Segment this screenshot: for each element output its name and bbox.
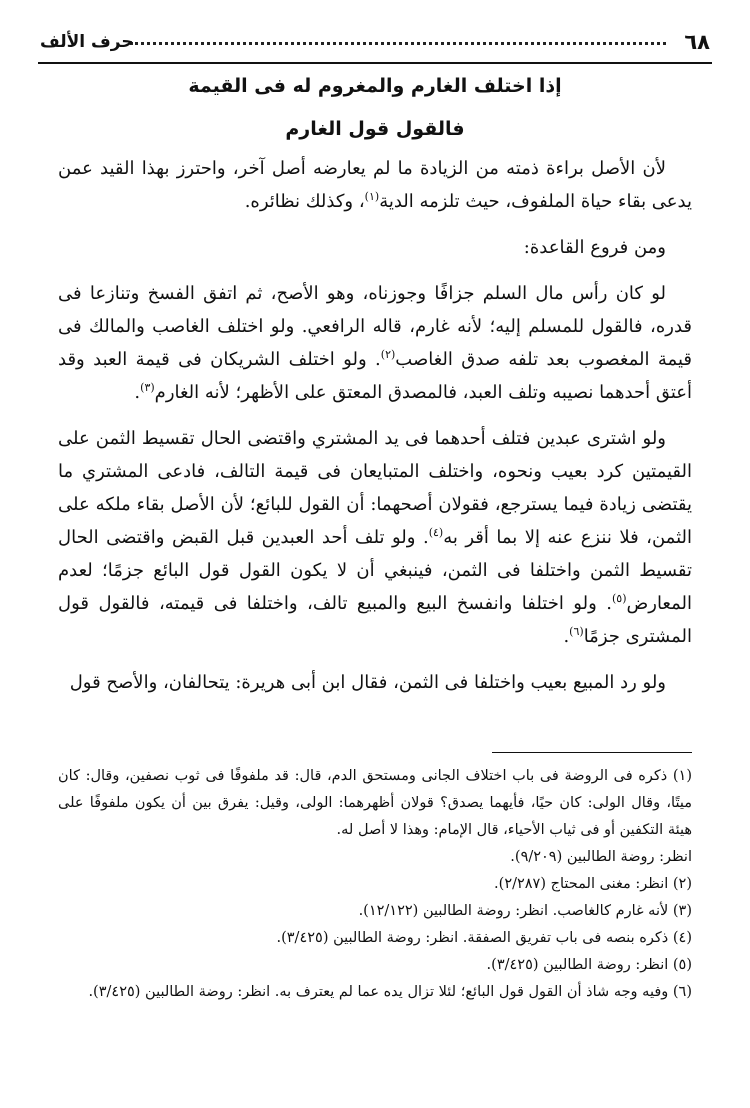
text-segment: ومن فروع القاعدة: (523, 237, 666, 258)
text-segment: . ولو تلف أحد العبدين قبل القبض واقتضى الحال تقسيط الثمن واختلفا فى الثمن، فينبغي أن لا يكون القول قول البائع جزمًا؛ لعدم المعارض (58, 527, 692, 614)
text-segment: . (134, 382, 141, 403)
header-dot-leader (130, 42, 666, 45)
paragraph (58, 152, 692, 218)
running-title: حرف الألف (40, 32, 134, 52)
footnote-ref: (٤) (428, 526, 444, 539)
footnote: (٥) انظر: روضة الطالبين (٣/٤٢٥). (486, 957, 692, 973)
page-header (38, 28, 712, 64)
footnote-ref: (٥) (611, 592, 627, 605)
text-segment: ولو رد المبيع بعيب واختلفا فى الثمن، فقال ابن أبى هريرة: يتحالفان، والأصح قول (69, 672, 666, 693)
text-segment: لأن الأصل براءة ذمته من الزيادة ما لم يعارضه أصل آخر، واحترز بهذا القيد عمن يدعى بقاء حياة الملفوف، حيث تلزمه الدية (58, 158, 692, 212)
paragraph (58, 422, 692, 653)
footnote: (٤) ذكره بنصه فى باب تفريق الصفقة. انظر: روضة الطالبين (٣/٤٢٥). (276, 930, 692, 946)
section-subtitle: فالقول قول الغارم (285, 118, 465, 140)
footnote-ref: (٦) (569, 625, 584, 638)
footnote: (٦) وفيه وجه شاذ أن القول قول البائع؛ لئلا تزال يده عما لم يعترف به. انظر: روضة الطالبين (٣/٤٢٥). (88, 984, 692, 1000)
footnote-ref: (١) (364, 190, 380, 203)
footnote: (٣) لأنه غارم كالغاصب. انظر: روضة الطالبين (١٢/١٢٢). (358, 903, 692, 919)
text-segment: . ولو اختلف الشريكان فى قيمة العبد وقد أعتق أحدهما نصيبه وتلف العبد، فالمصدق المعتق على الأظهر؛ لأنه الغارم (58, 349, 692, 403)
footnote: (١) ذكره فى الروضة فى باب اختلاف الجانى ومستحق الدم، قال: قد ملفوفًا فى ثوب نصفين، وقال: كان ميتًا، وقال الولى: كان حيًا، فأيهما يصدق؟ قولان أظهرهما: الولى، وقيل: يفرق بين أن يكون ملفوفًا على هيئة التكفين أو فى ثياب الأحياء، قال الإمام: وهذا لا أصل له. (58, 768, 692, 838)
section-title: إذا اختلف الغارم والمغروم له فى القيمة (188, 75, 562, 97)
text-segment: ولو اشترى عبدين فتلف أحدهما فى يد المشتري واقتضى الحال تقسيط الثمن على القيمتين كرد بعيب ونحوه، واختلف المتبايعان فى قيمة التالف، فادعى المشتري ما يقتضى زيادة فيما يسترجع، فقولان أصحهما: أن القول للبائع؛ لأن الأصل بقاء ملكه على الثمن، فلا ننزع عنه إلا بما أقر به (58, 428, 692, 548)
body-text (58, 152, 692, 712)
footnotes (58, 763, 692, 1006)
footnote-ref: (٣) (140, 381, 155, 394)
page-number: ٦٨ (684, 30, 710, 54)
footnote: انظر: روضة الطالبين (٩/٢٠٩). (510, 849, 692, 865)
text-segment: ، وكذلك نظائره. (244, 191, 365, 212)
paragraph (58, 231, 692, 264)
footnote-ref: (٢) (380, 348, 396, 361)
footnote-separator (492, 752, 692, 753)
text-segment: . ولو اختلفا وانفسخ البيع والمبيع تالف، واختلفا فى قيمته، فالقول قول المشترى جزمًا (58, 593, 692, 647)
text-segment: . (563, 626, 570, 647)
paragraph (58, 666, 692, 699)
text-segment: لو كان رأس مال السلم جزافًا وجوزناه، وهو الأصح، ثم اتفق الفسخ وتنازعا فى قدره، فالقول للمسلم إليه؛ لأنه غارم، قاله الرافعي. ولو اختلف الغاصب والمالك فى قيمة المغصوب بعد تلفه صدق الغاصب (58, 283, 692, 370)
footnote: (٢) انظر: مغنى المحتاج (٢/٢٨٧). (494, 876, 692, 892)
paragraph (58, 277, 692, 409)
